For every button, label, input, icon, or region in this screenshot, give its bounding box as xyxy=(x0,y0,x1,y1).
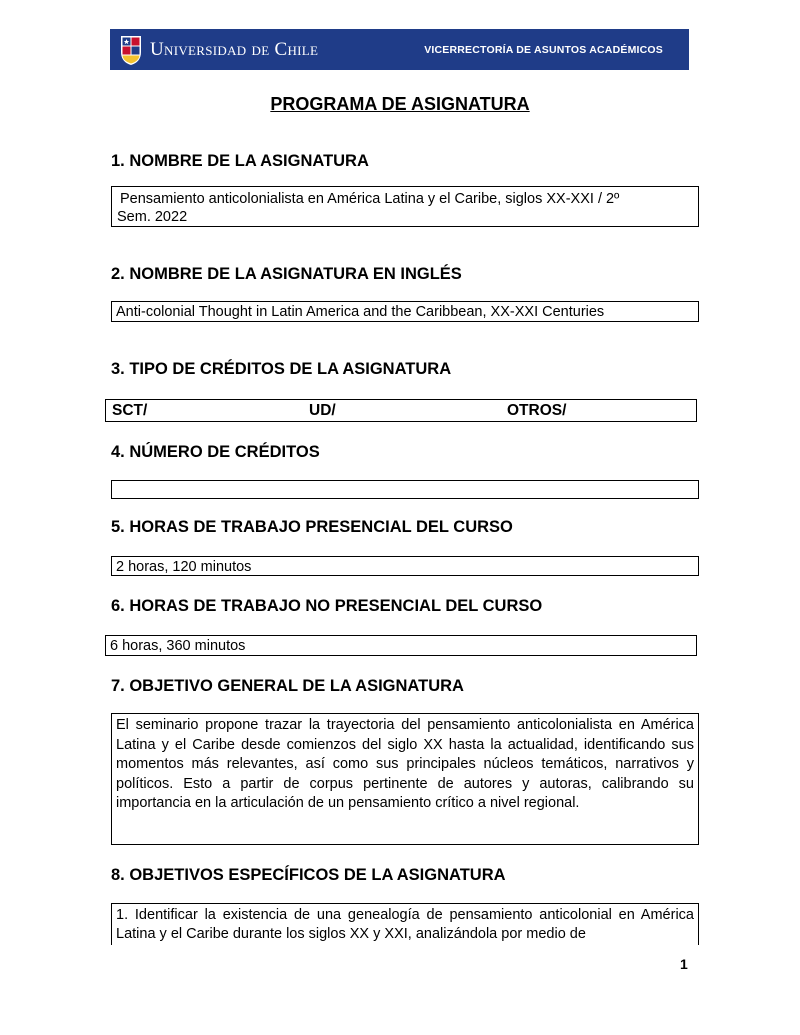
credit-type-sct: SCT/ xyxy=(112,402,148,419)
course-name-english-box xyxy=(111,301,699,322)
university-name: Universidad de Chile xyxy=(150,38,319,60)
page-number: 1 xyxy=(680,956,688,972)
section-3-heading: 3. TIPO DE CRÉDITOS DE LA ASIGNATURA xyxy=(111,360,452,378)
header-banner xyxy=(110,29,689,70)
in-person-hours-value: 2 horas, 120 minutos xyxy=(116,559,252,575)
credit-type-otros: OTROS/ xyxy=(507,402,567,419)
section-5-heading: 5. HORAS DE TRABAJO PRESENCIAL DEL CURSO xyxy=(111,518,513,536)
course-name-english: Anti-colonial Thought in Latin America and the Caribbean, XX-XXI Centuries xyxy=(116,304,605,320)
in-person-hours-box xyxy=(111,556,699,576)
remote-hours-box xyxy=(105,635,697,656)
credit-types-row xyxy=(106,400,696,421)
course-name-box xyxy=(111,186,699,227)
remote-hours-value: 6 horas, 360 minutos xyxy=(110,638,246,654)
department-name: VICERRECTORÍA DE ASUNTOS ACADÉMICOS xyxy=(424,43,663,56)
section-6-heading: 6. HORAS DE TRABAJO NO PRESENCIAL DEL CURSO xyxy=(111,597,543,615)
credit-types-box xyxy=(105,399,697,422)
course-name-line-1: Pensamiento anticolonialista en América Latina y el Caribe, siglos XX-XXI / 2º xyxy=(120,191,620,207)
course-name-line-2: Sem. 2022 xyxy=(117,209,188,225)
section-4-heading: 4. NÚMERO DE CRÉDITOS xyxy=(111,443,320,461)
section-1-heading: 1. NOMBRE DE LA ASIGNATURA xyxy=(111,152,369,170)
general-objective-box xyxy=(111,713,699,845)
section-2-heading: 2. NOMBRE DE LA ASIGNATURA EN INGLÉS xyxy=(111,265,462,283)
credit-number-box xyxy=(111,480,699,499)
specific-objectives-box xyxy=(111,903,699,945)
credit-type-ud: UD/ xyxy=(309,402,336,419)
section-8-heading: 8. OBJETIVOS ESPECÍFICOS DE LA ASIGNATURA xyxy=(111,866,506,884)
university-crest-icon xyxy=(120,34,142,66)
document-title: PROGRAMA DE ASIGNATURA xyxy=(270,94,530,114)
specific-objectives-text: 1. Identificar la existencia de una genealogía de pensamiento anticolonial en América Latina y el Caribe durante los siglos XX y XXI, analizándola por medio de xyxy=(116,907,694,942)
general-objective-text: El seminario propone trazar la trayectoria del pensamiento anticolonialista en América Latina y el Caribe desde comienzos del siglo XX hasta la actualidad, identificando sus momentos más relevantes, así como sus principales núcleos temáticos, narrativos y políticos. Esto a partir de corpus pertinente de autores y autoras, calibrando su importancia en la articulación de un pensamiento crítico a nivel regional. xyxy=(116,717,694,811)
section-7-heading: 7. OBJETIVO GENERAL DE LA ASIGNATURA xyxy=(111,677,464,695)
university-logo xyxy=(120,34,318,66)
